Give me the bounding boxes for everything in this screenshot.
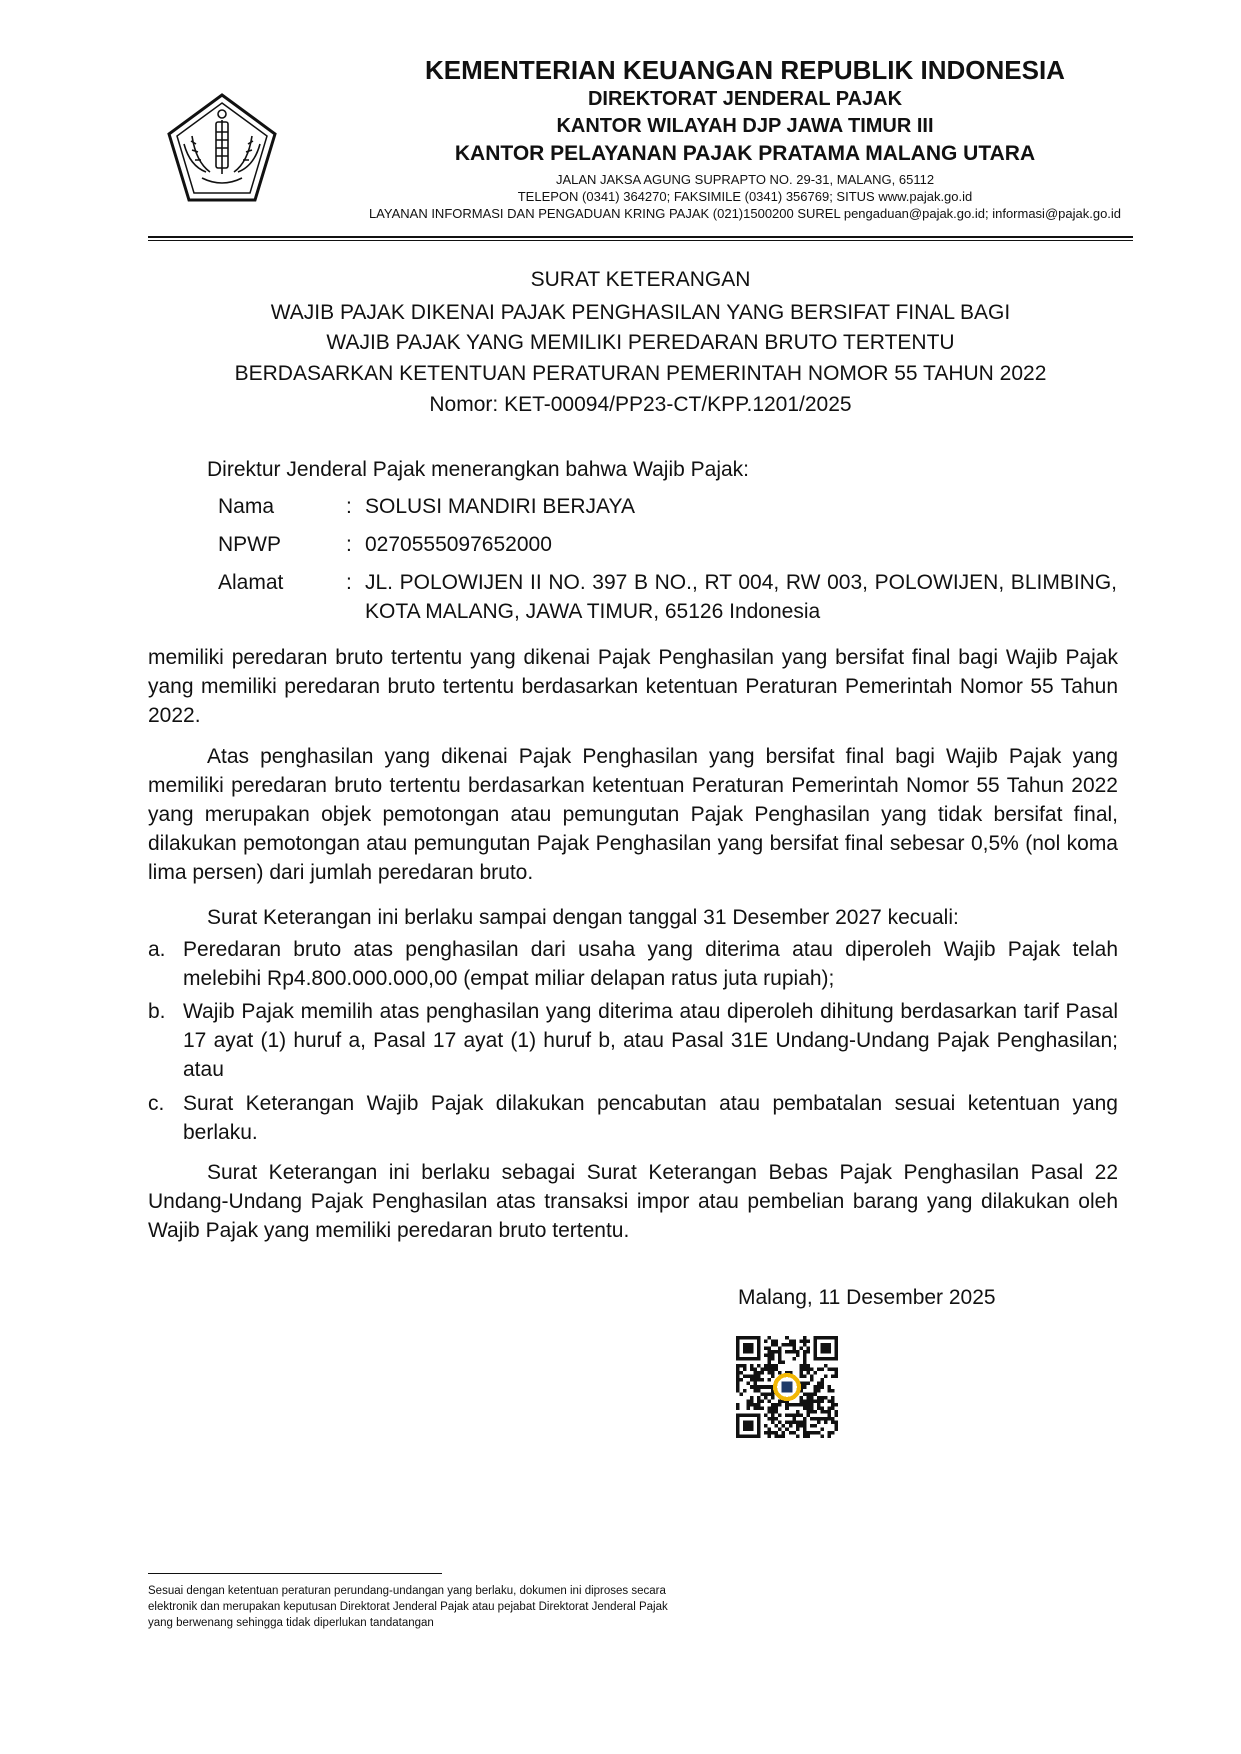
address-label: Alamat <box>218 571 284 594</box>
paragraph-4 <box>148 1158 1118 1245</box>
exception-a-text: Peredaran bruto atas penghasilan dari usaha yang diterima atau diperoleh Wajib Pajak telah melebihi Rp4.800.000.000,00 (empat miliar delapan ratus juta rupiah); <box>183 938 1118 990</box>
footnote-text: Sesuai dengan ketentuan peraturan perundang-undangan yang berlaku, dokumen ini diproses secara elektronik dan merupakan keputusan Direktorat Jenderal Pajak atau pejabat Direktorat Jenderal Pajak yang berwenang sehingga tidak diperlukan tandatangan <box>148 1585 668 1629</box>
letterhead-tax-office: KANTOR PELAYANAN PAJAK PRATAMA MALANG UTARA <box>454 142 1036 165</box>
npwp-label: NPWP <box>218 533 281 556</box>
npwp-colon: : <box>346 533 352 556</box>
letterhead-rule <box>148 236 1133 238</box>
footnote-rule <box>148 1573 442 1574</box>
name-value: SOLUSI MANDIRI BERJAYA <box>365 495 635 518</box>
letterhead-address: JALAN JAKSA AGUNG SUPRAPTO NO. 29-31, MALANG, 65112 <box>555 172 935 187</box>
exception-b-letter: b. <box>148 1000 166 1023</box>
address-value: JL. POLOWIJEN II NO. 397 B NO., RT 004, RW 003, POLOWIJEN, BLIMBING, KOTA MALANG, JAWA TIMUR, 65126 Indonesia <box>365 571 1117 623</box>
paragraph-3 <box>148 903 1118 932</box>
document-subtitle-1: WAJIB PAJAK DIKENAI PAJAK PENGHASILAN YANG BERSIFAT FINAL BAGI <box>270 301 1011 324</box>
place-date: Malang, 11 Desember 2025 <box>738 1286 996 1309</box>
address-colon: : <box>346 571 352 594</box>
npwp-value: 0270555097652000 <box>365 533 552 556</box>
qr-code-icon <box>736 1336 838 1438</box>
paragraph-4-text: Surat Keterangan ini berlaku sebagai Surat Keterangan Bebas Pajak Penghasilan Pasal 22 Undang-Undang Pajak Penghasilan atas transaksi impor atau pembelian barang yang dilakukan oleh Wajib Pajak yang memiliki peredaran bruto tertentu. <box>148 1161 1118 1242</box>
paragraph-3-text: Surat Keterangan ini berlaku sampai dengan tanggal 31 Desember 2027 kecuali: <box>207 906 959 929</box>
letterhead-service: LAYANAN INFORMASI DAN PENGADUAN KRING PAJAK (021)1500200 SUREL pengaduan@pajak.go.id; informasi@pajak.go.id <box>368 206 1122 221</box>
letterhead-phone: TELEPON (0341) 364270; FAKSIMILE (0341) 356769; SITUS www.pajak.go.id <box>517 189 973 204</box>
intro-text: Direktur Jenderal Pajak menerangkan bahwa Wajib Pajak: <box>207 458 750 481</box>
paragraph-2 <box>148 742 1118 887</box>
exception-b-text: Wajib Pajak memilih atas penghasilan yang diterima atau diperoleh dihitung berdasarkan tarif Pasal 17 ayat (1) huruf a, Pasal 17 ayat (1) huruf b, atau Pasal 31E Undang-Undang Pajak Penghasilan; atau <box>183 1000 1118 1081</box>
exception-c-text: Surat Keterangan Wajib Pajak dilakukan pencabutan atau pembatalan sesuai ketentuan yang berlaku. <box>183 1092 1118 1144</box>
letterhead-regional-office: KANTOR WILAYAH DJP JAWA TIMUR III <box>556 115 934 137</box>
exception-c-letter: c. <box>148 1092 165 1115</box>
name-label: Nama <box>218 495 275 518</box>
paragraph-1: memiliki peredaran bruto tertentu yang dikenai Pajak Penghasilan yang bersifat final bagi Wajib Pajak yang memiliki peredaran bruto tertentu berdasarkan ketentuan Peraturan Pemerintah Nomor 55 Tahun 2022. <box>148 646 1118 727</box>
letterhead-ministry: KEMENTERIAN KEUANGAN REPUBLIK INDONESIA <box>425 55 1065 85</box>
exception-a-letter: a. <box>148 938 166 961</box>
document-subtitle-3: BERDASARKAN KETENTUAN PERATURAN PEMERINTAH NOMOR 55 TAHUN 2022 <box>234 362 1047 385</box>
letterhead-rule-thin <box>148 240 1133 241</box>
document-subtitle-2: WAJIB PAJAK YANG MEMILIKI PEREDARAN BRUTO TERTENTU <box>326 331 955 354</box>
paragraph-2-text: Atas penghasilan yang dikenai Pajak Penghasilan yang bersifat final bagi Wajib Pajak yang memiliki peredaran bruto tertentu berdasarkan ketentuan Peraturan Pemerintah Nomor 55 Tahun 2022 yang merupakan objek pemotongan atau pemungutan Pajak Penghasilan yang tidak bersifat final, dilakukan pemotongan atau pemungutan Pajak Penghasilan yang bersifat final sebesar 0,5% (nol koma lima persen) dari jumlah peredaran bruto. <box>148 745 1118 884</box>
letterhead-directorate: DIREKTORAT JENDERAL PAJAK <box>587 88 903 110</box>
document-number: Nomor: KET-00094/PP23-CT/KPP.1201/2025 <box>429 393 852 416</box>
document-title: SURAT KETERANGAN <box>530 268 751 291</box>
ministry-emblem-icon <box>166 92 278 204</box>
name-colon: : <box>346 495 352 518</box>
